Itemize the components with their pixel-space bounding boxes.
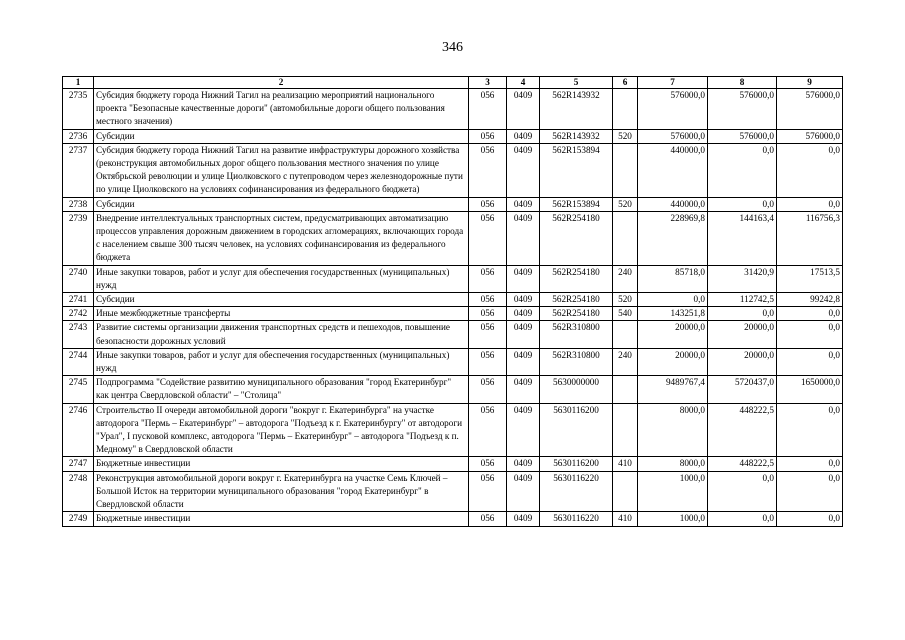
amount-col-7: 0,0 <box>638 293 708 307</box>
amount-col-7: 576000,0 <box>638 129 708 143</box>
target-article-code: 562R254180 <box>540 265 613 292</box>
amount-col-9: 1650000,0 <box>777 376 843 403</box>
amount-col-7: 143251,8 <box>638 307 708 321</box>
section-code: 0409 <box>507 143 540 197</box>
section-code: 0409 <box>507 129 540 143</box>
target-article-code: 5630116200 <box>540 403 613 457</box>
expense-type-code: 410 <box>613 512 638 526</box>
expense-type-code <box>613 89 638 130</box>
column-header: 4 <box>507 77 540 89</box>
ministry-code: 056 <box>469 89 507 130</box>
amount-col-9: 0,0 <box>777 403 843 457</box>
expense-type-code <box>613 143 638 197</box>
amount-col-9: 99242,8 <box>777 293 843 307</box>
row-number: 2743 <box>63 321 94 348</box>
expense-type-code <box>613 321 638 348</box>
section-code: 0409 <box>507 197 540 211</box>
row-description: Бюджетные инвестиции <box>94 457 469 471</box>
row-description: Реконструкция автомобильной дороги вокруг г. Екатеринбурга на участке Семь Ключей – Большой Исток на территории муниципального образования "город Екатеринбург" в Свердловской области <box>94 471 469 512</box>
amount-col-8: 0,0 <box>708 512 777 526</box>
row-description: Иные межбюджетные трансферты <box>94 307 469 321</box>
amount-col-9: 576000,0 <box>777 89 843 130</box>
amount-col-8: 0,0 <box>708 471 777 512</box>
expense-type-code: 520 <box>613 129 638 143</box>
expense-type-code: 520 <box>613 293 638 307</box>
amount-col-7: 20000,0 <box>638 348 708 375</box>
amount-col-9: 0,0 <box>777 471 843 512</box>
row-number: 2745 <box>63 376 94 403</box>
amount-col-9: 0,0 <box>777 348 843 375</box>
target-article-code: 5630116200 <box>540 457 613 471</box>
target-article-code: 562R254180 <box>540 293 613 307</box>
row-description: Развитие системы организации движения транспортных средств и пешеходов, повышение безопасности дорожных условий <box>94 321 469 348</box>
table-row <box>63 129 843 143</box>
amount-col-7: 8000,0 <box>638 403 708 457</box>
ministry-code: 056 <box>469 321 507 348</box>
header-row <box>63 77 843 89</box>
amount-col-7: 1000,0 <box>638 512 708 526</box>
row-number: 2735 <box>63 89 94 130</box>
expense-type-code: 540 <box>613 307 638 321</box>
ministry-code: 056 <box>469 471 507 512</box>
row-number: 2738 <box>63 197 94 211</box>
row-number: 2742 <box>63 307 94 321</box>
ministry-code: 056 <box>469 211 507 265</box>
table-row <box>63 265 843 292</box>
amount-col-7: 8000,0 <box>638 457 708 471</box>
page-number: 346 <box>442 40 463 55</box>
row-description: Строительство II очереди автомобильной дороги "вокруг г. Екатеринбурга" на участке автодорога "Пермь – Екатеринбург" – автодорога "Подъезд к г. Екатеринбургу" от автодороги "Урал", I пусковой комплекс, автодорога "Пермь – Екатеринбург" – автодорога "Подъезд к п. Медному" в Свердловской области <box>94 403 469 457</box>
table-row <box>63 293 843 307</box>
target-article-code: 5630116220 <box>540 512 613 526</box>
target-article-code: 562R254180 <box>540 307 613 321</box>
amount-col-9: 0,0 <box>777 143 843 197</box>
table-row <box>63 321 843 348</box>
ministry-code: 056 <box>469 197 507 211</box>
column-header: 1 <box>63 77 94 89</box>
ministry-code: 056 <box>469 129 507 143</box>
budget-table <box>62 76 843 527</box>
table-row <box>63 143 843 197</box>
amount-col-8: 20000,0 <box>708 348 777 375</box>
target-article-code: 562R310800 <box>540 348 613 375</box>
target-article-code: 562R153894 <box>540 143 613 197</box>
amount-col-8: 20000,0 <box>708 321 777 348</box>
section-code: 0409 <box>507 265 540 292</box>
column-header: 2 <box>94 77 469 89</box>
table-body <box>63 89 843 527</box>
ministry-code: 056 <box>469 307 507 321</box>
amount-col-8: 0,0 <box>708 307 777 321</box>
amount-col-8: 112742,5 <box>708 293 777 307</box>
column-header: 3 <box>469 77 507 89</box>
table-row <box>63 512 843 526</box>
amount-col-7: 1000,0 <box>638 471 708 512</box>
amount-col-8: 31420,9 <box>708 265 777 292</box>
row-number: 2740 <box>63 265 94 292</box>
section-code: 0409 <box>507 457 540 471</box>
target-article-code: 562R143932 <box>540 129 613 143</box>
expense-type-code: 240 <box>613 348 638 375</box>
ministry-code: 056 <box>469 265 507 292</box>
row-description: Субсидия бюджету города Нижний Тагил на реализацию мероприятий национального проекта "Безопасные качественные дороги" (автомобильные дороги общего пользования местного значения) <box>94 89 469 130</box>
table-row <box>63 197 843 211</box>
row-description: Бюджетные инвестиции <box>94 512 469 526</box>
row-description: Субсидии <box>94 197 469 211</box>
amount-col-8: 0,0 <box>708 197 777 211</box>
row-description: Иные закупки товаров, работ и услуг для обеспечения государственных (муниципальных) нужд <box>94 265 469 292</box>
row-number: 2739 <box>63 211 94 265</box>
amount-col-9: 0,0 <box>777 321 843 348</box>
column-header: 9 <box>777 77 843 89</box>
row-description: Иные закупки товаров, работ и услуг для обеспечения государственных (муниципальных) нужд <box>94 348 469 375</box>
row-number: 2736 <box>63 129 94 143</box>
row-description: Внедрение интеллектуальных транспортных систем, предусматривающих автоматизацию процессов управления дорожным движением в городских агломерациях, включающих города с населением свыше 300 тысяч человек, на условиях софинансирования из федерального бюджета <box>94 211 469 265</box>
target-article-code: 5630000000 <box>540 376 613 403</box>
table-row <box>63 403 843 457</box>
ministry-code: 056 <box>469 457 507 471</box>
amount-col-8: 448222,5 <box>708 403 777 457</box>
amount-col-9: 576000,0 <box>777 129 843 143</box>
row-number: 2747 <box>63 457 94 471</box>
amount-col-9: 0,0 <box>777 512 843 526</box>
ministry-code: 056 <box>469 143 507 197</box>
table-row <box>63 376 843 403</box>
row-number: 2748 <box>63 471 94 512</box>
expense-type-code <box>613 403 638 457</box>
amount-col-9: 0,0 <box>777 457 843 471</box>
table-row <box>63 457 843 471</box>
ministry-code: 056 <box>469 512 507 526</box>
amount-col-9: 17513,5 <box>777 265 843 292</box>
section-code: 0409 <box>507 293 540 307</box>
amount-col-7: 228969,8 <box>638 211 708 265</box>
amount-col-9: 0,0 <box>777 197 843 211</box>
expense-type-code: 520 <box>613 197 638 211</box>
ministry-code: 056 <box>469 348 507 375</box>
row-number: 2741 <box>63 293 94 307</box>
table-row <box>63 211 843 265</box>
amount-col-8: 448222,5 <box>708 457 777 471</box>
target-article-code: 562R153894 <box>540 197 613 211</box>
section-code: 0409 <box>507 211 540 265</box>
target-article-code: 562R143932 <box>540 89 613 130</box>
amount-col-7: 440000,0 <box>638 143 708 197</box>
section-code: 0409 <box>507 512 540 526</box>
target-article-code: 562R310800 <box>540 321 613 348</box>
column-header: 5 <box>540 77 613 89</box>
table-row <box>63 348 843 375</box>
amount-col-7: 9489767,4 <box>638 376 708 403</box>
amount-col-8: 0,0 <box>708 143 777 197</box>
amount-col-8: 576000,0 <box>708 89 777 130</box>
section-code: 0409 <box>507 348 540 375</box>
expense-type-code <box>613 376 638 403</box>
section-code: 0409 <box>507 376 540 403</box>
amount-col-7: 440000,0 <box>638 197 708 211</box>
table-row <box>63 89 843 130</box>
row-number: 2744 <box>63 348 94 375</box>
section-code: 0409 <box>507 321 540 348</box>
amount-col-7: 85718,0 <box>638 265 708 292</box>
expense-type-code <box>613 211 638 265</box>
expense-type-code: 240 <box>613 265 638 292</box>
section-code: 0409 <box>507 307 540 321</box>
target-article-code: 5630116220 <box>540 471 613 512</box>
amount-col-9: 116756,3 <box>777 211 843 265</box>
ministry-code: 056 <box>469 376 507 403</box>
amount-col-7: 576000,0 <box>638 89 708 130</box>
column-header: 8 <box>708 77 777 89</box>
expense-type-code <box>613 471 638 512</box>
row-number: 2746 <box>63 403 94 457</box>
amount-col-7: 20000,0 <box>638 321 708 348</box>
ministry-code: 056 <box>469 403 507 457</box>
row-number: 2737 <box>63 143 94 197</box>
amount-col-8: 5720437,0 <box>708 376 777 403</box>
column-header: 7 <box>638 77 708 89</box>
amount-col-9: 0,0 <box>777 307 843 321</box>
expense-type-code: 410 <box>613 457 638 471</box>
row-description: Субсидии <box>94 293 469 307</box>
row-description: Субсидия бюджету города Нижний Тагил на развитие инфраструктуры дорожного хозяйства (реконструкция автомобильных дорог общего пользования местного значения по улице Октябрьской революции и улице Циолковского с путепроводом через железнодорожные пути по улице Циолковского на условиях софинансирования из федерального бюджета) <box>94 143 469 197</box>
row-description: Субсидии <box>94 129 469 143</box>
amount-col-8: 576000,0 <box>708 129 777 143</box>
column-header: 6 <box>613 77 638 89</box>
ministry-code: 056 <box>469 293 507 307</box>
amount-col-8: 144163,4 <box>708 211 777 265</box>
target-article-code: 562R254180 <box>540 211 613 265</box>
table-row <box>63 307 843 321</box>
section-code: 0409 <box>507 403 540 457</box>
section-code: 0409 <box>507 89 540 130</box>
row-description: Подпрограмма "Содействие развитию муниципального образования "город Екатеринбург" как центра Свердловской области" – "Столица" <box>94 376 469 403</box>
table-row <box>63 471 843 512</box>
section-code: 0409 <box>507 471 540 512</box>
row-number: 2749 <box>63 512 94 526</box>
